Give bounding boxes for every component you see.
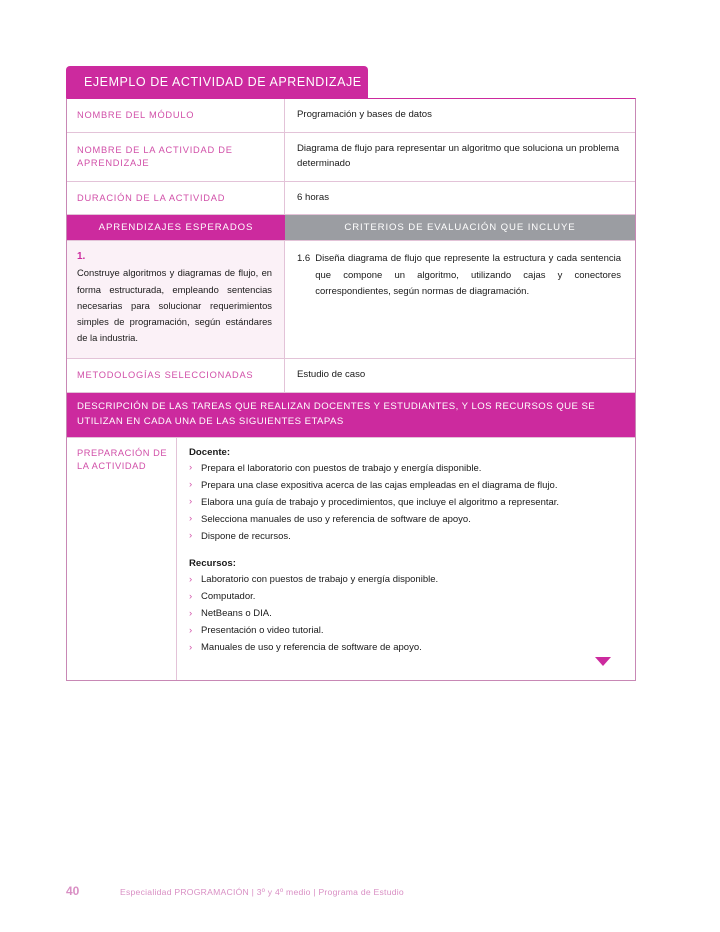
- list-item: [189, 478, 621, 495]
- row-label-module: NOMBRE DEL MÓDULO: [67, 99, 285, 132]
- activity-name-text: Diagrama de flujo para representar un algoritmo que soluciona un problema determinado: [297, 142, 620, 169]
- footer-text: Especialidad PROGRAMACIÓN | 3º y 4º medio | Programa de Estudio: [120, 887, 404, 897]
- page-number: 40: [66, 884, 80, 898]
- chevron-bullet-icon: ›: [189, 513, 193, 525]
- row-value-duration: [285, 182, 635, 215]
- row-value-methodologies: [285, 359, 635, 392]
- list-item: [189, 589, 621, 606]
- triangle-down-icon: [595, 657, 611, 666]
- activity-title-text: EJEMPLO DE ACTIVIDAD DE APRENDIZAJE: [84, 75, 362, 89]
- preparation-label: PREPARACIÓN DE LA ACTIVIDAD: [67, 438, 177, 680]
- list-item: [189, 512, 621, 529]
- list-item-text: Manuales de uso y referencia de software de apoyo.: [201, 642, 422, 654]
- list-item-text: Selecciona manuales de uso y referencia de software de apoyo.: [201, 513, 471, 525]
- chevron-bullet-icon: ›: [189, 496, 193, 508]
- row-label-methodologies: METODOLOGÍAS SELECCIONADAS: [67, 359, 285, 392]
- activity-title-banner: [66, 66, 368, 98]
- outcomes-criteria-row: [67, 241, 635, 359]
- list-item: [189, 529, 621, 546]
- table-row: [67, 133, 635, 182]
- activity-table: [66, 98, 636, 681]
- preparation-row: [67, 438, 635, 680]
- list-item: [189, 572, 621, 589]
- continuation-marker: [189, 657, 621, 670]
- list-item-text: Prepara una clase expositiva acerca de las cajas empleadas en el diagrama de flujo.: [201, 479, 558, 491]
- column-header-band: [67, 215, 635, 241]
- list-item-text: Elabora una guía de trabajo y procedimientos, que incluye el algoritmo a representar.: [201, 496, 560, 508]
- list-item: [189, 623, 621, 640]
- chevron-bullet-icon: ›: [189, 641, 193, 653]
- teacher-task-list: [189, 461, 621, 546]
- column-header-expected-learning: APRENDIZAJES ESPERADOS: [67, 215, 285, 240]
- list-item: [189, 640, 621, 657]
- methodologies-text: Estudio de caso: [297, 369, 366, 381]
- chevron-bullet-icon: ›: [189, 607, 193, 619]
- outcome-number: 1.: [77, 251, 86, 263]
- duration-text: 6 horas: [297, 191, 329, 203]
- table-row: [67, 99, 635, 133]
- module-name-text: Programación y bases de datos: [297, 109, 432, 120]
- row-value-activity-name: [285, 133, 635, 181]
- list-item-text: Prepara el laboratorio con puestos de trabajo y energía disponible.: [201, 462, 482, 474]
- chevron-bullet-icon: ›: [189, 530, 193, 542]
- page-footer: [66, 884, 666, 898]
- chevron-bullet-icon: ›: [189, 624, 193, 636]
- row-value-module: [285, 99, 635, 132]
- list-item: [189, 606, 621, 623]
- list-item-text: Laboratorio con puestos de trabajo y energía disponible.: [201, 574, 439, 586]
- outcome-text: Construye algoritmos y diagramas de flujo, en forma estructurada, empleando sentencias necesarias para solucionar requerimientos simples de programación, según estándares de la industria.: [77, 267, 272, 344]
- description-banner: DESCRIPCIÓN DE LAS TAREAS QUE REALIZAN DOCENTES Y ESTUDIANTES, Y LOS RECURSOS QUE SE UTILIZAN EN CADA UNA DE LAS SIGUIENTES ETAPAS: [67, 393, 635, 438]
- resources-heading: Recursos:: [189, 558, 236, 570]
- table-row: [67, 359, 635, 393]
- list-item: [189, 461, 621, 478]
- column-header-evaluation-criteria: CRITERIOS DE EVALUACIÓN QUE INCLUYE: [285, 215, 635, 240]
- evaluation-criteria-cell: [285, 241, 635, 358]
- list-item-text: Dispone de recursos.: [201, 530, 291, 542]
- list-item-text: Computador.: [201, 591, 256, 603]
- criterion-number: 1.6: [297, 253, 311, 265]
- list-item: [189, 495, 621, 512]
- chevron-bullet-icon: ›: [189, 462, 193, 474]
- criterion-text: Diseña diagrama de flujo que represente la estructura y cada sentencia que compone un algoritmo, utilizando cajas y conectores correspondientes, según normas de diagramación.: [315, 253, 621, 298]
- expected-learning-cell: [67, 241, 285, 358]
- chevron-bullet-icon: ›: [189, 590, 193, 602]
- row-label-duration: DURACIÓN DE LA ACTIVIDAD: [67, 182, 285, 215]
- row-label-activity-name: NOMBRE DE LA ACTIVIDAD DE APRENDIZAJE: [67, 133, 285, 181]
- chevron-bullet-icon: ›: [189, 479, 193, 491]
- chevron-bullet-icon: ›: [189, 573, 193, 585]
- resources-list: [189, 572, 621, 657]
- list-item-text: Presentación o video tutorial.: [201, 625, 324, 637]
- list-item-text: NetBeans o DIA.: [201, 608, 272, 620]
- criterion-item: [297, 251, 621, 300]
- teacher-heading: Docente:: [189, 446, 231, 458]
- table-row: [67, 182, 635, 216]
- preparation-content: [177, 438, 635, 680]
